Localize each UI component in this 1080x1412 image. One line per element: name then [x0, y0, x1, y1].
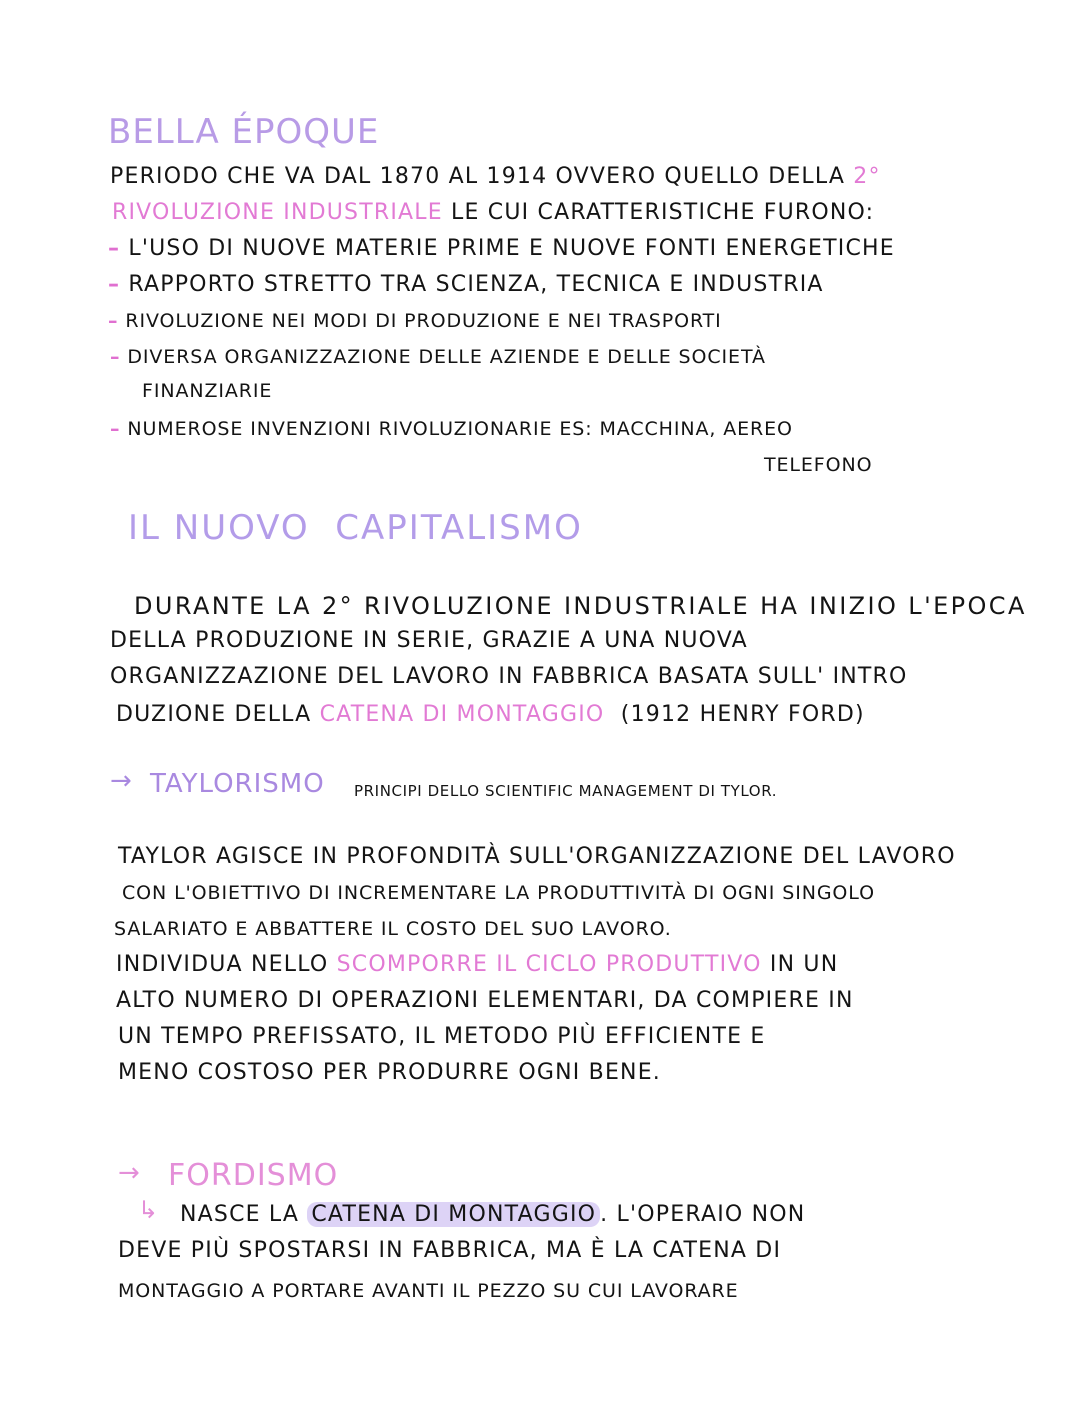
list-item [110, 414, 793, 444]
taylorismo-title: TAYLORISMO [150, 769, 325, 799]
capitalismo-line-1: DURANTE LA 2° RIVOLUZIONE INDUSTRIALE HA INIZIO L'EPOCA [134, 592, 1027, 620]
bullet-dash: – [110, 346, 121, 368]
list-item [110, 342, 766, 372]
arrow-right-icon: → [110, 766, 132, 796]
text-span: IN UN [761, 952, 839, 977]
intro-ordinal: 2° [853, 164, 881, 189]
list-item-continuation: TELEFONO [764, 454, 873, 476]
taylorismo-line-4 [116, 950, 838, 980]
text-span: NASCE LA [180, 1202, 308, 1227]
list-item-text: NUMEROSE INVENZIONI RIVOLUZIONARIE ES: MACCHINA, AEREO [127, 418, 793, 440]
bullet-dash: – [110, 418, 121, 440]
taylorismo-line-3: SALARIATO E ABBATTERE IL COSTO DEL SUO LAVORO. [114, 918, 672, 940]
taylorismo-line-6: UN TEMPO PREFISSATO, IL METODO PIÙ EFFICIENTE E [118, 1024, 766, 1049]
corner-arrow-icon: ↳ [138, 1196, 159, 1224]
taylorismo-line-2: CON L'OBIETTIVO DI INCREMENTARE LA PRODUTTIVITÀ DI OGNI SINGOLO [122, 882, 875, 904]
capitalismo-title: IL NUOVO CAPITALISMO [128, 508, 583, 548]
rivoluzione-industriale-highlight: RIVOLUZIONE INDUSTRIALE [112, 200, 443, 225]
catena-di-montaggio-highlight: CATENA DI MONTAGGIO [319, 702, 605, 727]
text-span: INDIVIDUA NELLO [116, 952, 337, 977]
intro-text: PERIODO CHE VA DAL 1870 AL 1914 OVVERO QUELLO DELLA [110, 164, 854, 189]
taylorismo-line-7: MENO COSTOSO PER PRODURRE OGNI BENE. [118, 1060, 661, 1085]
fordismo-line-3: MONTAGGIO A PORTARE AVANTI IL PEZZO SU CUI LAVORARE [118, 1280, 739, 1302]
list-item-text: RAPPORTO STRETTO TRA SCIENZA, TECNICA E INDUSTRIA [128, 272, 824, 297]
list-item-text: L'USO DI NUOVE MATERIE PRIME E NUOVE FONTI ENERGETICHE [128, 236, 895, 261]
arrow-right-icon: → [118, 1158, 140, 1188]
list-item [108, 234, 895, 264]
list-item-text: DIVERSA ORGANIZZAZIONE DELLE AZIENDE E DELLE SOCIETÀ [127, 346, 766, 368]
capitalismo-line-3: ORGANIZZAZIONE DEL LAVORO IN FABBRICA BASATA SULL' INTRO [110, 664, 908, 689]
bullet-dash: – [108, 236, 121, 261]
capitalismo-line-2: DELLA PRODUZIONE IN SERIE, GRAZIE A UNA NUOVA [110, 628, 748, 653]
fordismo-line-2: DEVE PIÙ SPOSTARSI IN FABBRICA, MA È LA CATENA DI [118, 1238, 782, 1263]
list-item-continuation: FINANZIARIE [142, 380, 273, 402]
bella-epoque-intro-line-1 [110, 162, 881, 192]
bullet-dash: – [108, 272, 121, 297]
taylorismo-line-5: ALTO NUMERO DI OPERAZIONI ELEMENTARI, DA COMPIERE IN [116, 988, 854, 1013]
bullet-dash: – [108, 310, 119, 332]
text-span: DUZIONE DELLA [116, 702, 320, 727]
bella-epoque-title: BELLA ÉPOQUE [108, 112, 380, 152]
capitalismo-line-4 [116, 700, 865, 730]
list-item [108, 306, 722, 336]
intro-text-2: LE CUI CARATTERISTICHE FURONO: [442, 200, 875, 225]
list-item [108, 270, 824, 300]
text-span: . L'OPERAIO NON [600, 1202, 806, 1227]
fordismo-title: FORDISMO [168, 1158, 339, 1193]
scomporre-ciclo-highlight: SCOMPORRE IL CICLO PRODUTTIVO [336, 952, 762, 977]
list-item-text: RIVOLUZIONE NEI MODI DI PRODUZIONE E NEI TRASPORTI [125, 310, 722, 332]
text-span: (1912 HENRY FORD) [604, 702, 865, 727]
taylorismo-line-1: TAYLOR AGISCE IN PROFONDITÀ SULL'ORGANIZZAZIONE DEL LAVORO [118, 844, 956, 869]
fordismo-line-1 [180, 1200, 805, 1230]
taylorismo-subtitle: PRINCIPI DELLO SCIENTIFIC MANAGEMENT DI TYLOR. [354, 782, 778, 800]
bella-epoque-intro-line-2 [112, 198, 874, 228]
catena-di-montaggio-marker: CATENA DI MONTAGGIO [307, 1202, 600, 1227]
